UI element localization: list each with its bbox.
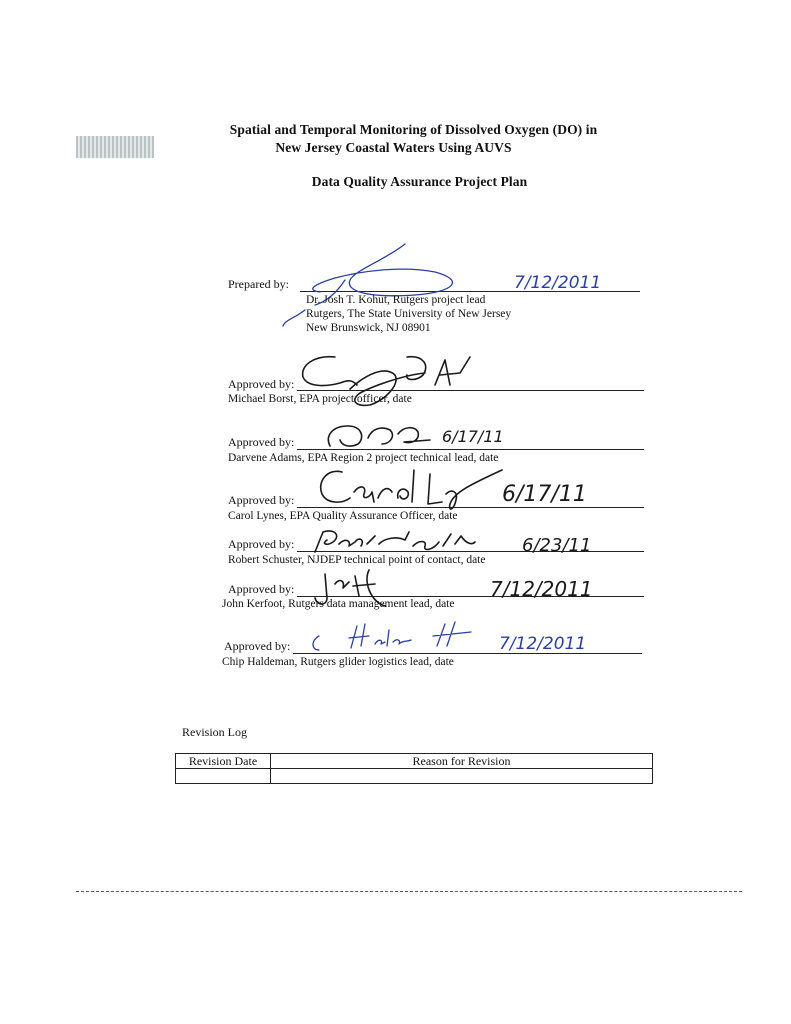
approved-by-label: Approved by:: [228, 493, 295, 507]
revision-date-header: Revision Date: [176, 754, 271, 769]
revision-log-title: Revision Log: [182, 725, 247, 739]
approver-borst-caption: Michael Borst, EPA project officer, date: [228, 393, 412, 405]
revision-log-empty-row: [176, 769, 653, 784]
approval-signature-haldeman: [305, 616, 495, 656]
approval-date-haldeman: [497, 627, 607, 657]
svg-text:7/12/2011: 7/12/2011: [514, 273, 602, 293]
revision-log-table: [175, 753, 653, 784]
approver-haldeman-caption: Chip Haldeman, Rutgers glider logistics lead, date: [222, 656, 454, 668]
reason-cell: [271, 769, 653, 784]
approver-lynes-caption: Carol Lynes, EPA Quality Assurance Officer, date: [228, 510, 458, 522]
prepared-address: New Brunswick, NJ 08901: [306, 322, 431, 334]
svg-text:7/12/2011: 7/12/2011: [490, 577, 593, 601]
prepared-affiliation: Rutgers, The State University of New Jersey: [306, 308, 512, 320]
document-title-line2: New Jersey Coastal Waters Using AUVS: [275, 140, 512, 155]
approver-kerfoot-caption: John Kerfoot, Rutgers data management lead, date: [222, 598, 455, 610]
document-title-line1: Spatial and Temporal Monitoring of Dissolved Oxygen (DO) in: [229, 122, 598, 137]
approval-date-lynes: [500, 473, 600, 509]
revision-log-header-row: [176, 754, 653, 769]
approver-adams-caption: Darvene Adams, EPA Region 2 project technical lead, date: [228, 452, 499, 464]
reason-header: Reason for Revision: [271, 754, 653, 769]
approval-signature-adams: [320, 418, 440, 453]
approval-date-adams: [440, 420, 510, 450]
approved-by-label: Approved by:: [224, 639, 291, 653]
prepared-name: Dr. Josh T. Kohut, Rutgers project lead: [306, 294, 486, 306]
approval-signature-borst: [295, 345, 485, 420]
approver-schuster-caption: Robert Schuster, NJDEP technical point of contact, date: [228, 554, 486, 566]
scan-artifact-line: [76, 891, 742, 892]
document-subtitle: Data Quality Assurance Project Plan: [311, 174, 528, 189]
approved-by-label: Approved by:: [228, 435, 295, 449]
svg-text:6/17/11: 6/17/11: [502, 482, 587, 507]
approval-date-kerfoot: [488, 570, 598, 604]
approved-by-label: Approved by:: [228, 537, 295, 551]
approval-signature-lynes: [312, 462, 512, 512]
svg-text:7/12/2011: 7/12/2011: [499, 634, 587, 654]
approval-date-schuster: [520, 527, 610, 559]
prepared-date-handwritten: [512, 264, 632, 294]
approved-by-label: Approved by:: [228, 582, 295, 596]
revision-date-cell: [176, 769, 271, 784]
svg-text:6/23/11: 6/23/11: [522, 535, 592, 556]
svg-text:6/17/11: 6/17/11: [442, 427, 504, 446]
prepared-by-label: Prepared by:: [228, 277, 289, 291]
approved-by-label: Approved by:: [228, 377, 295, 391]
